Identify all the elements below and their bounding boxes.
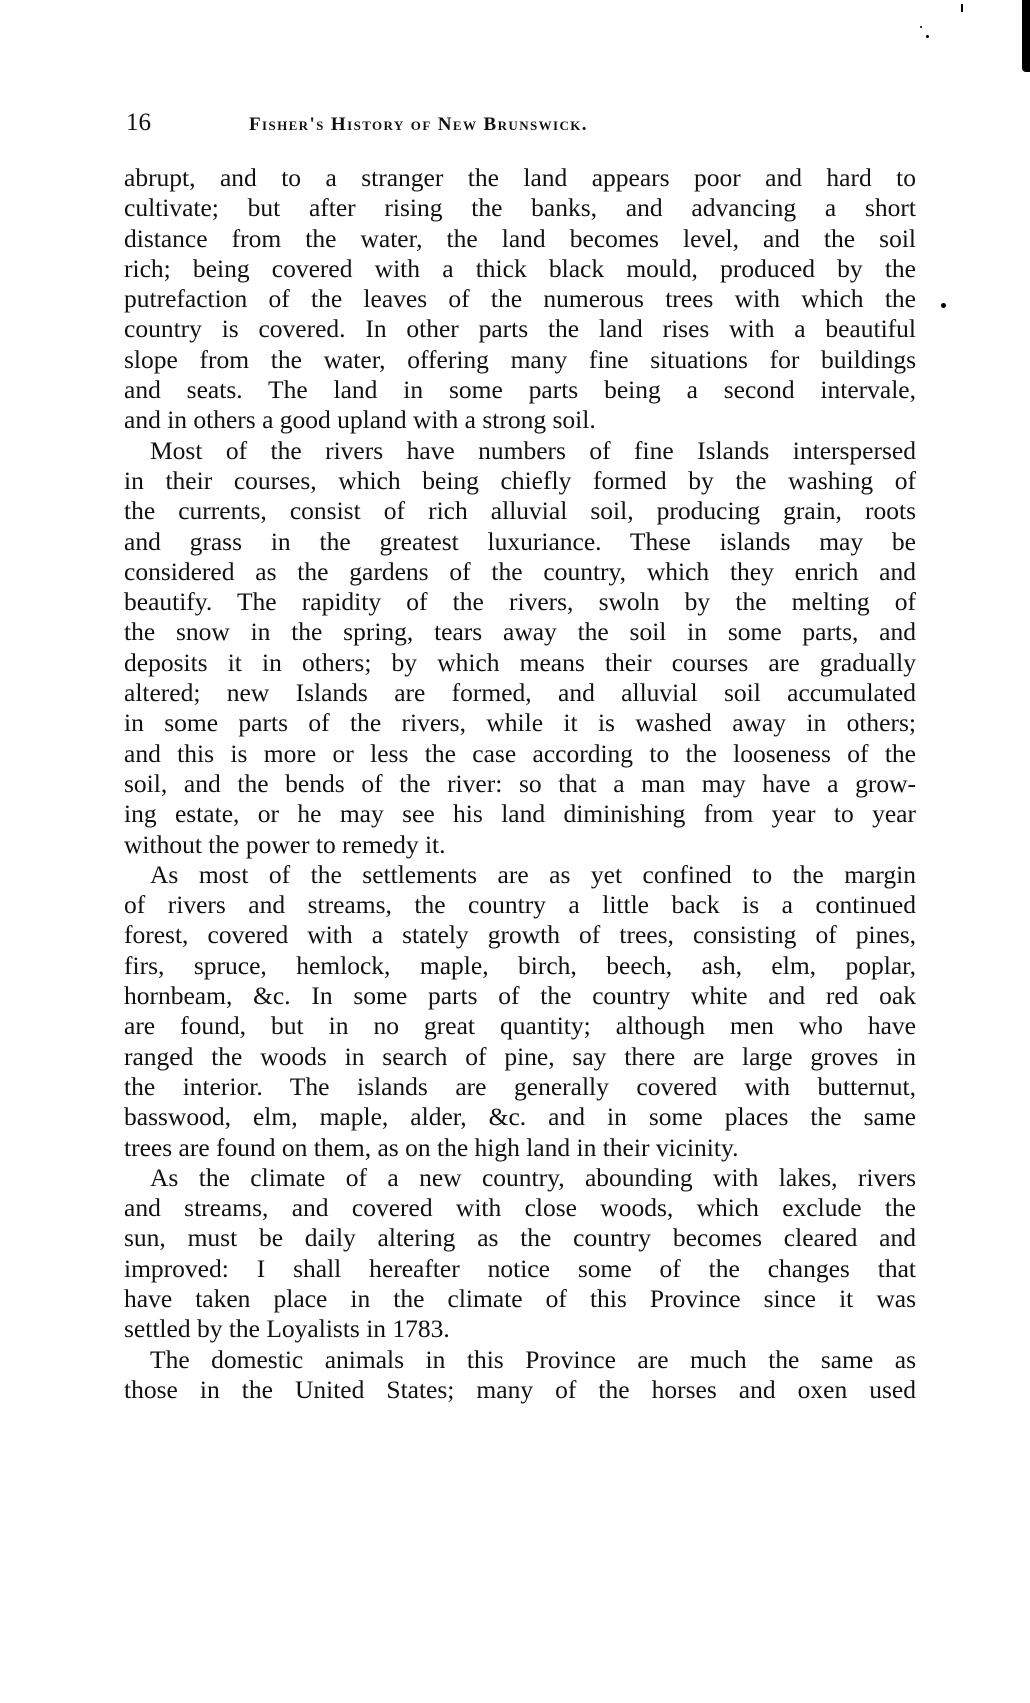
text-line: trees are found on them, as on the high land in their vicinity. [124,1132,739,1162]
paragraph [124,1163,916,1345]
text-line: of rivers and streams, the country a little back is a continued [124,890,916,920]
text-line: are found, but in no great quantity; although men who have [124,1011,916,1041]
paragraph [124,1345,916,1406]
text-line: slope from the water, offering many fine situations for buildings [124,344,916,374]
text-line: the currents, consist of rich alluvial soil, producing grain, roots [124,496,916,526]
text-line: soil, and the bends of the river: so that a man may have a grow- [124,768,916,798]
running-header [126,108,916,138]
text-line: those in the United States; many of the horses and oxen used [124,1374,916,1404]
body-text [124,163,916,1405]
paragraph [124,163,916,436]
text-line: Most of the rivers have numbers of fine Islands interspersed [150,435,916,465]
text-line: and seats. The land in some parts being a second intervale, [124,375,916,405]
text-line: putrefaction of the leaves of the numerous trees with which the [124,284,916,314]
text-line: The domestic animals in this Province are much the same as [150,1344,916,1374]
scan-speck [920,26,922,28]
page-edge-shadow [1022,0,1030,72]
text-line: without the power to remedy it. [124,829,446,859]
text-line: improved: I shall hereafter notice some of the changes that [124,1253,916,1283]
page-number: 16 [126,109,151,136]
text-line: deposits it in others; by which means their courses are gradually [124,647,916,677]
text-line: settled by the Loyalists in 1783. [124,1314,450,1344]
text-line: hornbeam, &c. In some parts of the country white and red oak [124,981,916,1011]
text-line: ing estate, or he may see his land diminishing from year to year [124,799,916,829]
text-line: rich; being covered with a thick black mould, produced by the [124,253,916,283]
text-line: cultivate; but after rising the banks, and advancing a short [124,193,916,223]
text-line: in some parts of the rivers, while it is washed away in others; [124,708,916,738]
text-line: As most of the settlements are as yet confined to the margin [150,859,916,889]
text-line: country is covered. In other parts the land rises with a beautiful [124,314,916,344]
text-line: forest, covered with a stately growth of trees, consisting of pines, [124,920,916,950]
text-line: As the climate of a new country, abounding with lakes, rivers [150,1162,916,1192]
paragraph [124,436,916,860]
text-line: basswood, elm, maple, alder, &c. and in some places the same [124,1102,916,1132]
text-line: abrupt, and to a stranger the land appears poor and hard to [124,163,916,192]
text-line: and streams, and covered with close woods, which exclude the [124,1193,916,1223]
text-line: ranged the woods in search of pine, say there are large groves in [124,1041,916,1071]
scan-speck [961,4,963,12]
text-line: firs, spruce, hemlock, maple, birch, beech, ash, elm, poplar, [124,950,916,980]
text-line: altered; new Islands are formed, and alluvial soil accumulated [124,678,916,708]
text-line: and grass in the greatest luxuriance. These islands may be [124,526,916,556]
text-line: have taken place in the climate of this Province since it was [124,1283,916,1313]
text-line: distance from the water, the land becomes level, and the soil [124,223,916,253]
text-line: and in others a good upland with a strong soil. [124,405,596,435]
paragraph [124,860,916,1163]
text-line: the snow in the spring, tears away the soil in some parts, and [124,617,916,647]
text-line: sun, must be daily altering as the country becomes cleared and [124,1223,916,1253]
text-line: the interior. The islands are generally covered with butternut, [124,1071,916,1101]
scan-speck [926,35,929,38]
scan-speck [941,303,946,308]
running-title: Fisher's History of New Brunswick. [249,114,588,135]
text-line: in their courses, which being chiefly formed by the washing of [124,465,916,495]
text-line: considered as the gardens of the country, which they enrich and [124,556,916,586]
text-line: and this is more or less the case according to the looseness of the [124,738,916,768]
text-line: beautify. The rapidity of the rivers, swoln by the melting of [124,587,916,617]
